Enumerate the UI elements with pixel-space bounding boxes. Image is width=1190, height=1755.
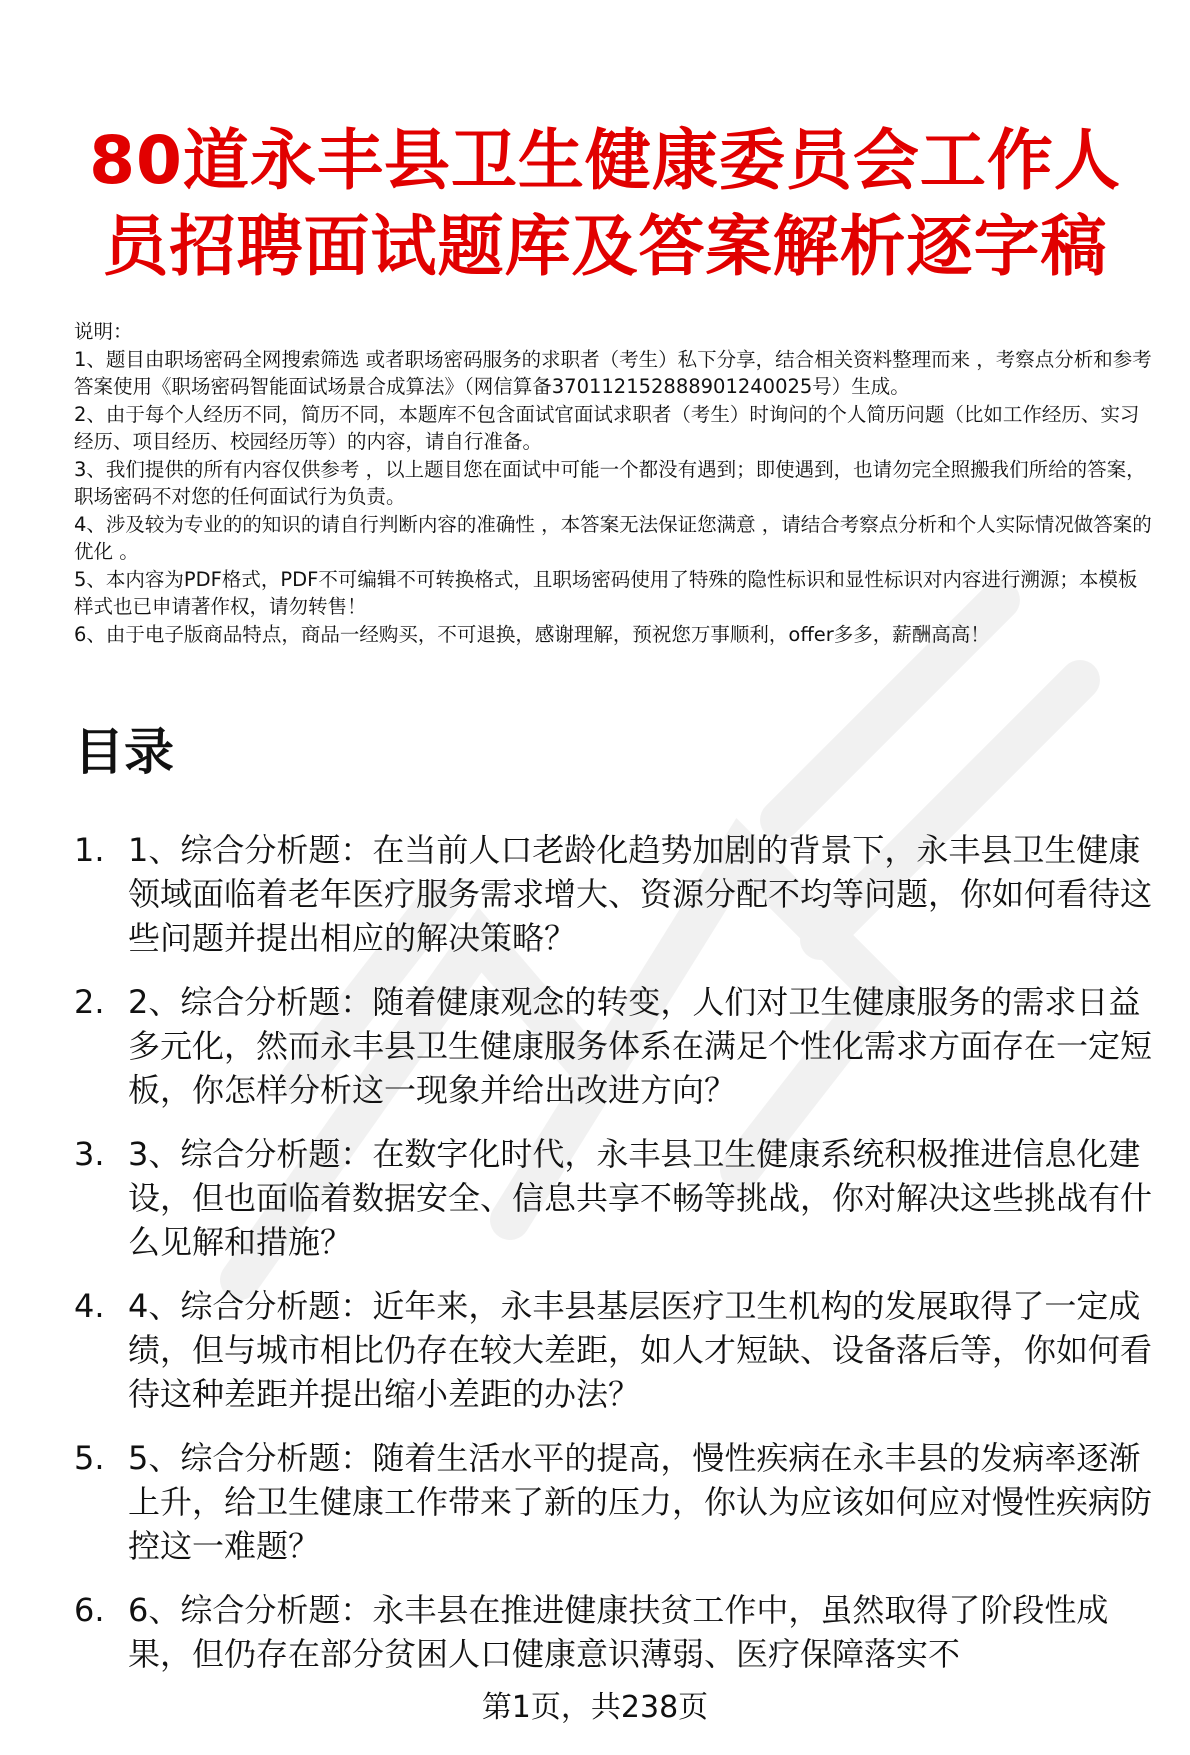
toc-item-text[interactable]: 4、综合分析题：近年来，永丰县基层医疗卫生机构的发展取得了一定成绩，但与城市相比仍存在较大差距，如人才短缺、设备落后等，你如何看待这种差距并提出缩小差距的办法？ xyxy=(128,1287,1153,1413)
page-footer: 第1页，共238页 xyxy=(481,1690,709,1725)
toc-item-number: 2. xyxy=(74,983,105,1021)
notes-item: 6、由于电子版商品特点，商品一经购买，不可退换，感谢理解，预祝您万事顺利，offer多多，薪酬高高！ xyxy=(74,622,990,646)
toc-item-number: 4. xyxy=(74,1287,105,1325)
toc-item-text[interactable]: 5、综合分析题：随着生活水平的提高，慢性疾病在永丰县的发病率逐渐上升，给卫生健康工作带来了新的压力，你认为应该如何应对慢性疾病防控这一难题？ xyxy=(128,1439,1153,1565)
toc-item-number: 5. xyxy=(74,1439,105,1477)
toc-item[interactable] xyxy=(74,1284,1164,1416)
document-title: 80道永丰县卫生健康委员会工作人员招聘面试题库及答案解析逐字稿 xyxy=(89,122,1121,285)
notes-item: 1、题目由职场密码全网搜索筛选 或者职场密码服务的求职者（考生）私下分享，结合相关资料整理而来 ，考察点分析和参考答案使用《职场密码智能面试场景合成算法》（网信算备370112152888901240025号）生成。 xyxy=(74,347,1152,398)
toc-item-text[interactable]: 1、综合分析题：在当前人口老龄化趋势加剧的背景下，永丰县卫生健康领域面临着老年医疗服务需求增大、资源分配不均等问题，你如何看待这些问题并提出相应的解决策略？ xyxy=(128,831,1153,957)
notes-item: 4、涉及较为专业的的知识的请自行判断内容的准确性 ，本答案无法保证您满意 ，请结合考察点分析和个人实际情况做答案的优化 。 xyxy=(74,512,1152,563)
toc-item-text[interactable]: 2、综合分析题：随着健康观念的转变，人们对卫生健康服务的需求日益多元化，然而永丰县卫生健康服务体系在满足个性化需求方面存在一定短板，你怎样分析这一现象并给出改进方向？ xyxy=(128,983,1153,1109)
notes-heading: 说明： xyxy=(74,320,133,343)
toc-item-text[interactable]: 3、综合分析题：在数字化时代，永丰县卫生健康系统积极推进信息化建设，但也面临着数据安全、信息共享不畅等挑战，你对解决这些挑战有什么见解和措施？ xyxy=(128,1135,1153,1261)
toc-item[interactable] xyxy=(74,980,1164,1112)
notes-item: 5、本内容为PDF格式，PDF不可编辑不可转换格式，且职场密码使用了特殊的隐性标识和显性标识对内容进行溯源；本模板样式也已申请著作权，请勿转售！ xyxy=(74,567,1138,618)
toc-item-number: 1. xyxy=(74,831,105,869)
notes-item: 3、我们提供的所有内容仅供参考 ，以上题目您在面试中可能一个都没有遇到；即使遇到，也请勿完全照搬我们所给的答案，职场密码不对您的任何面试行为负责。 xyxy=(74,457,1146,508)
toc-item[interactable] xyxy=(74,1588,1164,1676)
toc-item[interactable] xyxy=(74,1436,1164,1568)
notes-item: 2、由于每个人经历不同，简历不同，本题库不包含面试官面试求职者（考生）时询问的个人简历问题（比如工作经历、实习经历、项目经历、校园经历等）的内容，请自行准备。 xyxy=(74,402,1140,453)
toc-item[interactable] xyxy=(74,1132,1164,1264)
toc-item-number: 3. xyxy=(74,1135,105,1173)
notes-section xyxy=(74,318,1154,648)
toc-item-number: 6. xyxy=(74,1591,105,1629)
toc-heading: 目录 xyxy=(74,723,174,781)
toc-item-text[interactable]: 6、综合分析题：永丰县在推进健康扶贫工作中，虽然取得了阶段性成果，但仍存在部分贫困人口健康意识薄弱、医疗保障落实不 xyxy=(128,1591,1109,1673)
toc-item[interactable] xyxy=(74,828,1164,960)
toc-list xyxy=(74,828,1164,1696)
